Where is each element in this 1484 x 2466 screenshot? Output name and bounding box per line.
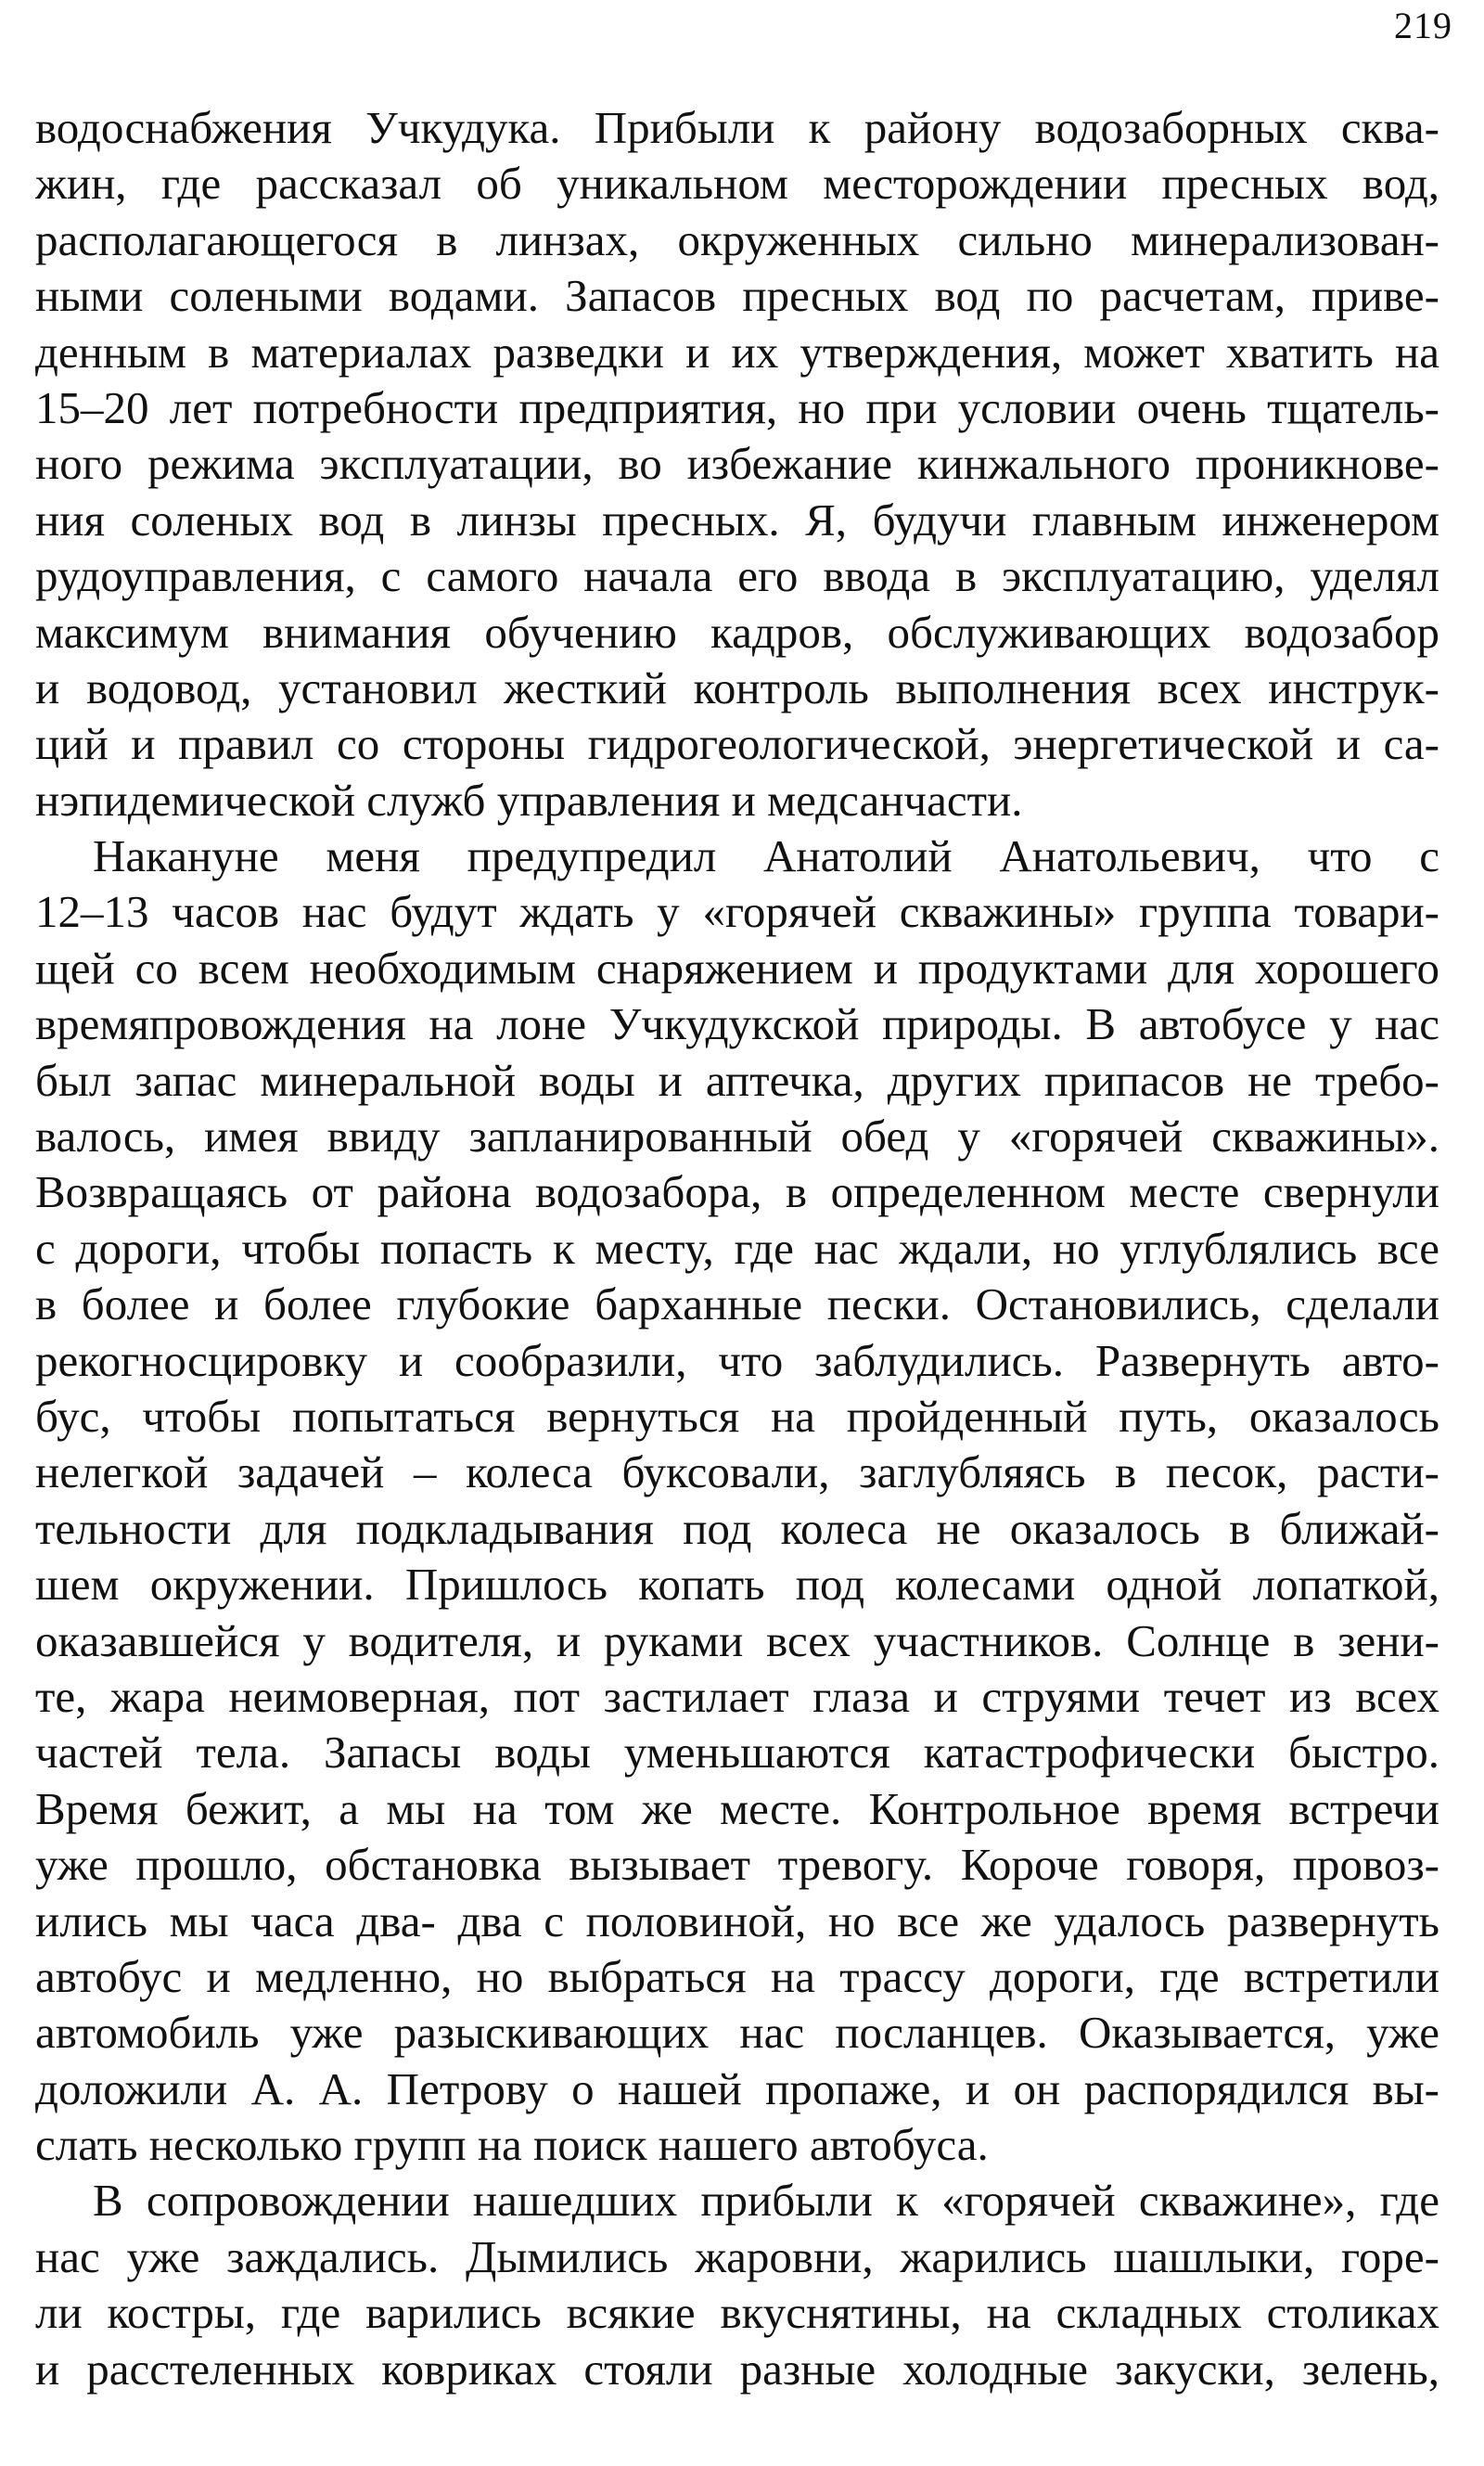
text-line: те, жара неимоверная, пот застилает глаза и струями течет из всех [35,1670,1439,1722]
text-line: доложили А. А. Петрову о нашей пропаже, и он распорядился вы- [35,2062,1439,2114]
text-line: максимум внимания обучению кадров, обслуживающих водозабор [35,606,1439,658]
text-line: нас уже заждались. Дымились жаровни, жарились шашлыки, горе- [35,2230,1439,2282]
text-line: ли костры, где варились всякие вкуснятины, на складных столиках [35,2287,1439,2339]
text-line: уже прошло, обстановка вызывает тревогу. Короче говоря, провоз- [35,1839,1439,1891]
paragraph [35,2173,1439,2397]
paragraph [35,828,1439,2173]
text-line: ния соленых вод в линзы пресных. Я, будучи главным инженером [35,494,1439,546]
text-line: нелегкой задачей – колеса буксовали, заглубляясь в песок, расти- [35,1446,1439,1498]
text-line: ций и правил со стороны гидрогеологической, энергетической и са- [35,718,1439,770]
text-line: щей со всем необходимым снаряжением и продуктами для хорошего [35,942,1439,994]
text-line: времяпровождения на лоне Учкудукской природы. В автобусе у нас [35,998,1439,1050]
text-line: и водовод, установил жесткий контроль выполнения всех инструк- [35,661,1439,713]
text-line: жин, где рассказал об уникальном месторождении пресных вод, [35,158,1439,210]
text-line: Время бежит, а мы на том же месте. Контрольное время встречи [35,1782,1439,1834]
text-line: с дороги, чтобы попасть к месту, где нас ждали, но углублялись все [35,1222,1439,1274]
text-line: частей тела. Запасы воды уменьшаются катастрофически быстро. [35,1727,1439,1779]
text-line: 15–20 лет потребности предприятия, но при условии очень тщатель- [35,381,1439,433]
text-line: тельности для подкладывания под колеса не оказалось в ближай- [35,1502,1439,1554]
text-line: бус, чтобы попытаться вернуться на пройденный путь, оказалось [35,1390,1439,1442]
text-line: ного режима эксплуатации, во избежание кинжального проникнове- [35,438,1439,490]
text-line: валось, имея ввиду запланированный обед у «горячей скважины». [35,1111,1439,1162]
text-line: Накануне меня предупредил Анатолий Анатольевич, что с [93,830,1439,882]
page-number: 219 [1394,5,1452,46]
text-line: нэпидемической служб управления и медсанчасти. [35,774,1023,826]
text-line: слать несколько групп на поиск нашего автобуса. [35,2119,989,2171]
text-line: в более и более глубокие барханные пески. Остановились, сделали [35,1278,1439,1330]
text-line: рудоуправления, с самого начала его ввода в эксплуатацию, уделял [35,550,1439,602]
text-line: водоснабжения Учкудука. Прибыли к району водозаборных сква- [35,102,1439,153]
text-line: В сопровождении нашедших прибыли к «горячей скважине», где [93,2175,1439,2227]
text-line: Возвращаясь от района водозабора, в определенном месте свернули [35,1166,1439,1218]
paragraph [35,100,1439,828]
text-body [35,100,1439,2397]
text-line: и расстеленных ковриках стояли разные холодные закуски, зелень, [35,2343,1439,2395]
text-line: рекогносцировку и сообразили, что заблудились. Развернуть авто- [35,1334,1439,1386]
text-line: ными солеными водами. Запасов пресных вод по расчетам, приве- [35,270,1439,322]
text-line: денным в материалах разведки и их утверждения, может хватить на [35,326,1439,378]
text-line: располагающегося в линзах, окруженных сильно минерализован- [35,213,1439,265]
text-line: 12–13 часов нас будут ждать у «горячей скважины» группа товари- [35,886,1439,938]
text-line: шем окружении. Пришлось копать под колесами одной лопаткой, [35,1559,1439,1611]
text-line: был запас минеральной воды и аптечка, других припасов не требо- [35,1054,1439,1106]
text-line: автобус и медленно, но выбраться на трассу дороги, где встретили [35,1950,1439,2002]
text-line: автомобиль уже разыскивающих нас посланцев. Оказывается, уже [35,2007,1439,2059]
text-line: ились мы часа два- два с половиной, но все же удалось развернуть [35,1894,1439,1946]
text-line: оказавшейся у водителя, и руками всех участников. Солнце в зени- [35,1614,1439,1666]
